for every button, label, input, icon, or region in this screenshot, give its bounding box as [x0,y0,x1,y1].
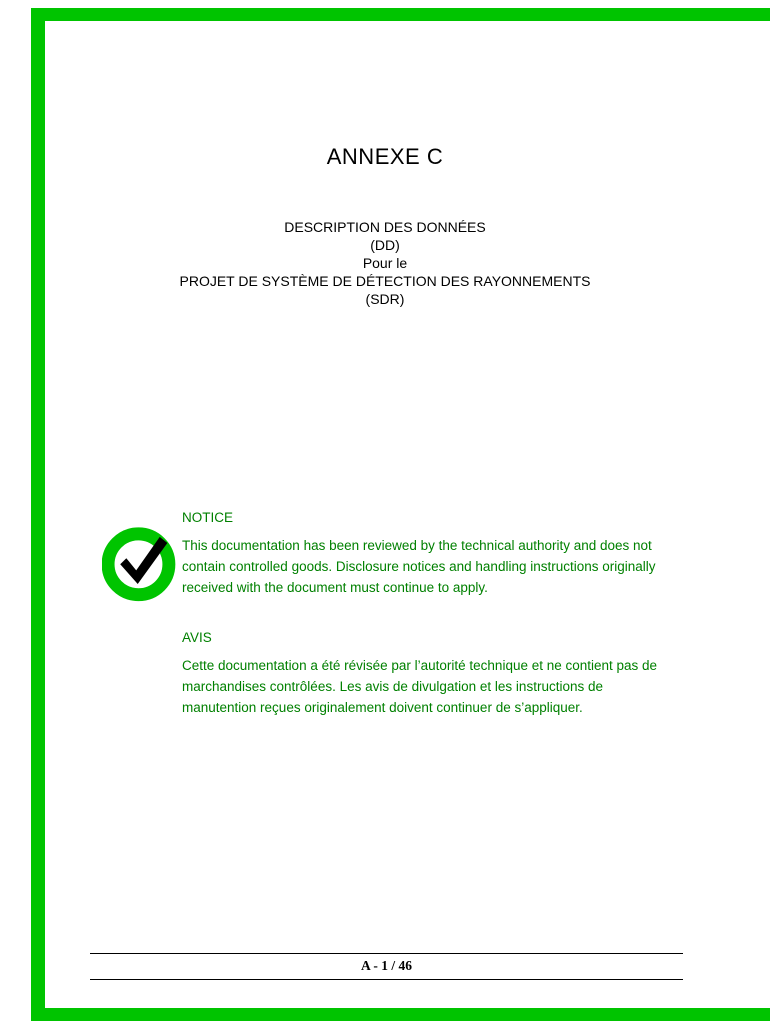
avis-heading: AVIS [182,630,212,645]
subtitle-line: (DD) [370,237,400,253]
notice-body: This documentation has been reviewed by the technical authority and does not contain controlled goods. Disclosure notices and handling instructions originally received with the document must continue to apply. [182,538,656,595]
avis-section [182,630,674,718]
checkmark-circle-icon [102,520,178,604]
avis-body: Cette documentation a été révisée par l’autorité technique et ne contient pas de marchandises contrôlées. Les avis de divulgation et les instructions de manutention reçues originalement doivent continuer de s’appliquer. [182,658,658,715]
subtitle-line: Pour le [362,255,408,271]
subtitle-line: (SDR) [365,291,405,307]
footer-rule-bottom [90,979,683,980]
subtitle-line: DESCRIPTION DES DONNÉES [284,219,486,235]
page-title: ANNEXE C [326,144,444,169]
notice-heading: NOTICE [182,510,234,525]
subtitle-line: PROJET DE SYSTÈME DE DÉTECTION DES RAYONNEMENTS [179,273,591,289]
subtitle-block [0,218,770,308]
notice-section [182,510,674,598]
page-border-bottom [31,1008,770,1021]
page-border-top [31,8,770,21]
page-number: A - 1 / 46 [360,958,412,973]
page-footer [90,953,683,980]
